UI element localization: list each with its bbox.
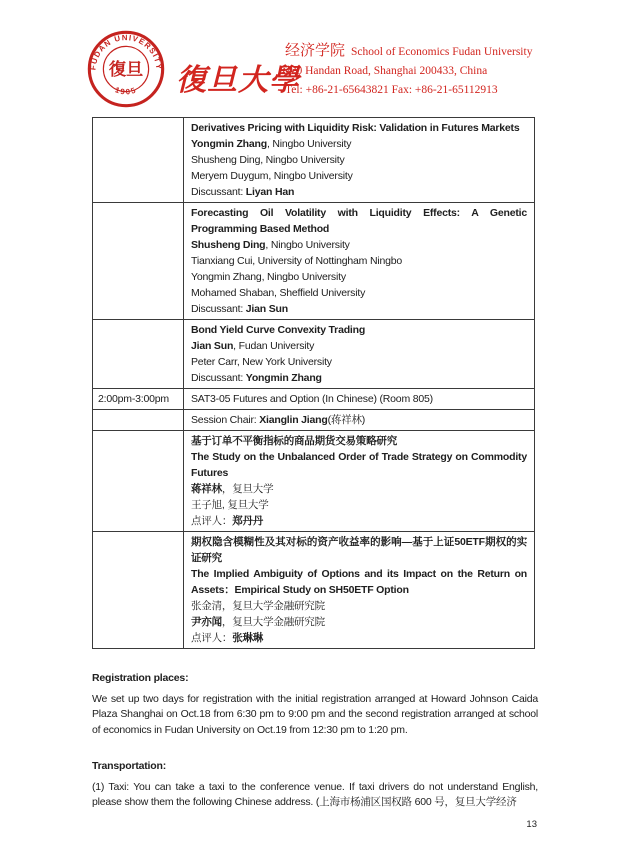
- time-cell: [93, 203, 184, 320]
- letterhead-line-department: [285, 42, 532, 62]
- fudan-calligraphy-wordmark: 復旦大學: [176, 63, 300, 98]
- session-line: 尹亦闻，复旦大学金融研究院: [191, 616, 325, 628]
- session-line: Discussant: Liyan Han: [191, 186, 295, 198]
- registration-body: We set up two days for registration with the initial registration arranged at Howard Johnson Caida Plaza Shanghai on Oct.18 from 6:30 pm to 9:00 pm and the second registration arranged at school of economics in Fudan University on Oct.19 from 12:30 pm to 1:20 pm.: [92, 692, 538, 736]
- session-line: 点评人：张琳琳: [191, 632, 264, 644]
- session-cell: [184, 320, 535, 389]
- registration-heading: Registration places:: [92, 672, 189, 684]
- conference-schedule-table: [92, 117, 535, 649]
- time-cell: [93, 410, 184, 431]
- session-line: 蒋祥林，复旦大学: [191, 483, 274, 495]
- session-line: Tianxiang Cui, University of Nottingham Ningbo: [191, 255, 403, 267]
- time-cell: [93, 431, 184, 532]
- table-row: [93, 320, 535, 389]
- letterhead-line-address: 220 Handan Road, Shanghai 200433, China: [285, 65, 488, 77]
- session-line: 张金清，复旦大学金融研究院: [191, 600, 325, 612]
- transportation-body: (1) Taxi: You can take a taxi to the conference venue. If taxi drivers do not understand English, please show them the following Chinese address. (上海市杨浦区国权路 600 号，复旦大学经济: [92, 780, 538, 808]
- fudan-university-seal-icon: [87, 30, 165, 108]
- registration-section: [92, 671, 538, 738]
- session-cell: [184, 410, 535, 431]
- time-cell: 2:00pm-3:00pm: [93, 389, 184, 410]
- session-cell: [184, 532, 535, 649]
- transportation-heading: Transportation:: [92, 760, 167, 772]
- table-row: [93, 532, 535, 649]
- session-line: Yongmin Zhang, Ningbo University: [191, 271, 346, 283]
- letterhead-line-telfax: Tel: +86-21-65643821 Fax: +86-21-65112913: [285, 84, 498, 96]
- session-cell: [184, 118, 535, 203]
- page-number: 13: [526, 819, 537, 830]
- session-line: Session Chair: Xianglin Jiang(蒋祥林): [191, 414, 366, 426]
- session-line: Peter Carr, New York University: [191, 356, 332, 368]
- session-line: Bond Yield Curve Convexity Trading: [191, 324, 366, 336]
- letterhead-contact-block: [285, 42, 532, 100]
- time-cell: [93, 118, 184, 203]
- session-line: Jian Sun, Fudan University: [191, 340, 315, 352]
- department-name-chinese: 经济学院: [285, 43, 346, 59]
- session-line: Mohamed Shaban, Sheffield University: [191, 287, 366, 299]
- schedule-table-body: [93, 118, 535, 649]
- session-line: Shusheng Ding, Ningbo University: [191, 154, 345, 166]
- table-row: [93, 203, 535, 320]
- seal-year-text: 1905: [113, 85, 139, 97]
- svg-text:1905: [114, 85, 138, 96]
- department-name-english: School of Economics Fudan University: [351, 46, 533, 58]
- session-line: Derivatives Pricing with Liquidity Risk: Validation in Futures Markets: [191, 122, 520, 134]
- session-line: SAT3-05 Futures and Option (In Chinese) (Room 805): [191, 393, 433, 405]
- session-line: Discussant: Jian Sun: [191, 303, 288, 315]
- session-cell: [184, 203, 535, 320]
- session-line: Shusheng Ding, Ningbo University: [191, 239, 350, 251]
- transportation-section: [92, 759, 538, 811]
- session-line: The Implied Ambiguity of Options and its Impact on the Return on Assets：Empirical Study on SH50ETF Option: [191, 568, 527, 596]
- table-row: [93, 118, 535, 203]
- session-line: 期权隐含模糊性及其对标的资产收益率的影响—基于上证50ETF期权的实证研究: [191, 536, 527, 564]
- session-cell: [184, 389, 535, 410]
- session-line: Forecasting Oil Volatility with Liquidity Effects: A Genetic Programming Based Method: [191, 207, 527, 235]
- table-row: [93, 389, 535, 410]
- session-line: Yongmin Zhang, Ningbo University: [191, 138, 352, 150]
- session-cell: [184, 431, 535, 532]
- time-cell: [93, 320, 184, 389]
- session-line: 王子旭, 复旦大学: [191, 499, 269, 511]
- session-line: 点评人：郑丹丹: [191, 515, 264, 527]
- seal-ring-text: FUDAN UNIVERSITY: [88, 33, 164, 71]
- session-line: 基于订单不平衡指标的商品期货交易策略研究: [191, 435, 397, 447]
- seal-center-text: 復旦: [108, 59, 144, 80]
- time-cell: [93, 532, 184, 649]
- session-line: The Study on the Unbalanced Order of Trade Strategy on Commodity Futures: [191, 451, 527, 479]
- notes-area: [92, 671, 538, 832]
- session-line: Meryem Duygum, Ningbo University: [191, 170, 353, 182]
- session-line: Discussant: Yongmin Zhang: [191, 372, 322, 384]
- table-row: [93, 410, 535, 431]
- table-row: [93, 431, 535, 532]
